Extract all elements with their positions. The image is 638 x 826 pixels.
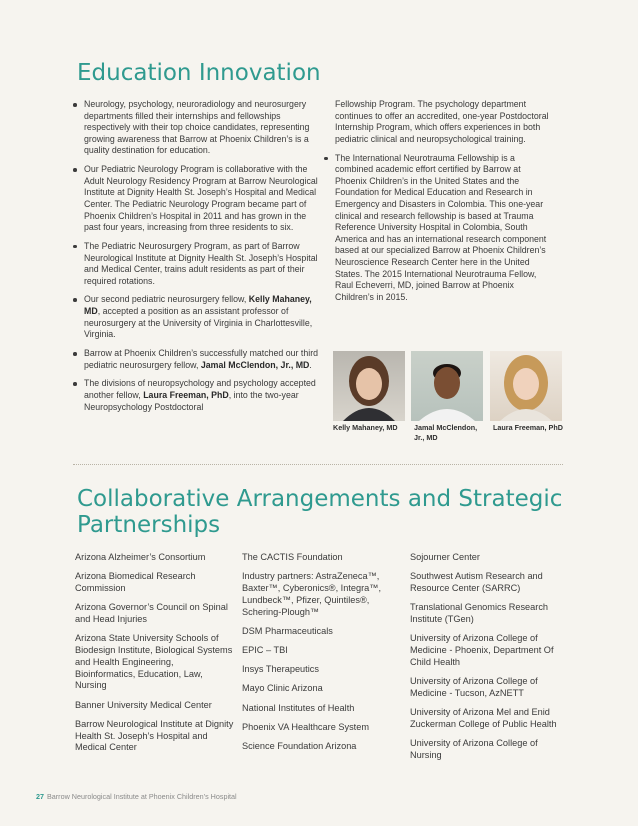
portrait-photo <box>333 351 405 421</box>
bullet-item: The International Neurotrauma Fellowship is a combined academic effort certified by Barrow at Phoenix Children’s in the United States and the Foundation for Medical Education and Research in Emergency and Disasters in Colombia. This one-year clinical and research fellowship is based at Trauma Reference University Hospital in Colombia, South America and has an international research component based at our specialized Barrow at Phoenix Children’s Neuroscience Research Center here in the United States. The 2015 International Neurotrauma Fellow, Raul Echeverri, MD, joined Barrow at Phoenix Children’s in 2015. <box>324 153 554 304</box>
partner-item: National Institutes of Health <box>242 702 355 713</box>
bullet-item: Barrow at Phoenix Children’s successfully matched our third pediatric neurosurgery fellow, Jamal McClendon, Jr., MD. <box>73 348 319 371</box>
partner-item: Arizona Governor’s Council on Spinal and Head Injuries <box>75 602 228 624</box>
partner-item: Sojourner Center <box>410 552 480 562</box>
partner-item: Arizona Biomedical Research Commission <box>75 571 196 593</box>
partner-item: EPIC – TBI <box>242 644 288 655</box>
partner-item: University of Arizona College of Medicine - Tucson, AzNETT <box>410 675 538 698</box>
page-number: 27 <box>36 792 44 801</box>
bullet-item: The divisions of neuropsychology and psychology accepted another fellow, Laura Freeman, PhD, into the two-year Neuropsychology Postdoctoral <box>73 378 319 413</box>
fellow-name: Kelly Mahaney, MD <box>84 294 312 317</box>
fellow-name: Laura Freeman, PhD <box>143 390 229 400</box>
bullet-item: The Pediatric Neurosurgery Program, as part of Barrow Neurological Institute at Dignity Health St. Joseph’s Hospital and Medical Center, trains adult residents as part of their required rotations. <box>73 241 319 287</box>
continued-paragraph: Fellowship Program. The psychology department continues to offer an accredited, one-year Postdoctoral Internship Program, which offers experiences in both pediatric clinical and neuropsychological training. <box>335 99 549 144</box>
partner-item: The CACTIS Foundation <box>242 552 343 562</box>
partner-item: Arizona State University Schools of Biodesign Institute, Biological Systems and Health Engineering, Bioinformatics, Education, Law, Nursing <box>75 633 233 691</box>
partner-list-column-2 <box>242 552 406 760</box>
bullet-item: Neurology, psychology, neuroradiology and neurosurgery departments filled their internships and fellowships respectively with their top choice candidates, representing growing awareness that Barrow at Phoenix Children’s is a quality destination for education. <box>73 99 319 157</box>
footer-text: Barrow Neurological Institute at Phoenix Children’s Hospital <box>47 792 237 801</box>
partner-item: Science Foundation Arizona <box>242 740 357 751</box>
partner-item: Insys Therapeutics <box>242 664 319 675</box>
section-title-collaborative: Collaborative Arrangements and Strategic Partnerships <box>77 486 563 538</box>
partner-item: University of Arizona College of Medicine - Phoenix, Department Of Child Health <box>410 633 554 667</box>
partner-list-column-1 <box>75 552 235 762</box>
education-right-column <box>324 99 554 310</box>
partner-list-column-3 <box>410 552 570 769</box>
partner-item: Translational Genomics Research Institute (TGen) <box>410 602 549 624</box>
bullet-item: Our second pediatric neurosurgery fellow, Kelly Mahaney, MD, accepted a position as an assistant professor of neurosurgery at the University of Virginia in Charlottesville, Virginia. <box>73 294 319 340</box>
fellow-photos <box>333 351 563 461</box>
photo-caption: Jamal McClendon, Jr., MD <box>414 423 478 442</box>
partner-item: Barrow Neurological Institute at Dignity Health St. Joseph’s Hospital and Medical Center <box>75 718 234 753</box>
partner-item: Arizona Alzheimer’s Consortium <box>75 552 206 562</box>
section-divider <box>73 464 563 465</box>
partner-item: Banner University Medical Center <box>75 699 212 710</box>
portrait-photo <box>490 351 562 421</box>
bullet-item: Our Pediatric Neurology Program is collaborative with the Adult Neurology Residency Program at Barrow Neurological Institute at Dignity Health St. Joseph’s Hospital and Medical Center. The Pediatric Neurology Program became part of Phoenix Children’s Hospital in 2011 and has grown in the past four years, increasing from three residents to six. <box>73 164 319 234</box>
partner-item: Industry partners: AstraZeneca™, Baxter™, Cyberonics®, Integra™, Lundbeck™, Pfizer, Quintiles®, Schering-Plough™ <box>242 571 382 617</box>
section-title-education: Education Innovation <box>77 60 321 86</box>
partner-item: Southwest Autism Research and Resource Center (SARRC) <box>410 571 543 593</box>
partner-item: University of Arizona College of Nursing <box>410 737 538 760</box>
partner-item: Mayo Clinic Arizona <box>242 683 323 694</box>
partner-item: University of Arizona Mel and Enid Zuckerman College of Public Health <box>410 706 557 729</box>
photo-caption: Kelly Mahaney, MD <box>333 423 398 432</box>
education-left-column <box>73 99 319 420</box>
portrait-photo <box>411 351 483 421</box>
photo-caption: Laura Freeman, PhD <box>493 423 563 432</box>
partner-item: Phoenix VA Healthcare System <box>242 721 369 732</box>
fellow-name: Jamal McClendon, Jr., MD <box>200 359 310 370</box>
partner-item: DSM Pharmaceuticals <box>242 625 333 636</box>
page-footer <box>36 792 237 801</box>
